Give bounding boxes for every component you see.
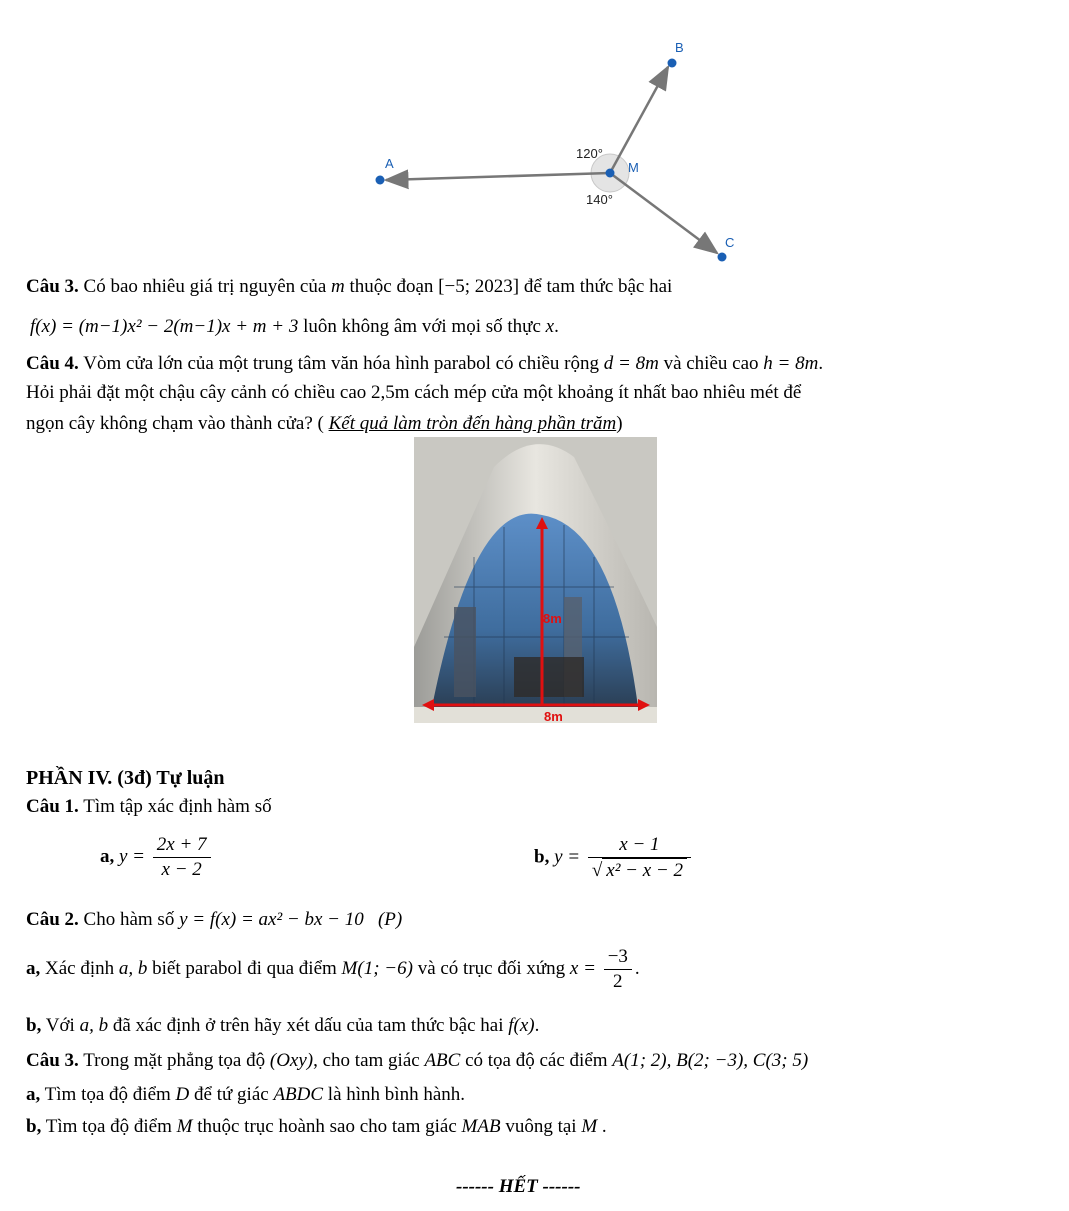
point-m [606,169,615,178]
c1b-y: y = [554,846,581,868]
c3-label: Câu 3. [26,1050,79,1071]
q4-h-eq: h = 8m [763,353,819,374]
q3-formula: f(x) = (m−1)x² − 2(m−1)x + m + 3 [30,316,299,337]
c3b-m2: M [581,1116,598,1137]
c1b-radicand: x² − x − 2 [602,858,687,883]
angle-label-120: 120° [576,146,603,161]
q4-line3-normal: ngọn cây không chạm vào thành cửa? ( [26,413,324,434]
c2b-label: b, [26,1015,42,1036]
q4-line3-italic: Kết quả làm tròn đến hàng phần trăm [328,413,617,434]
c2a-denominator: 2 [613,971,623,992]
q3-label: Câu 3. [26,276,79,297]
c3b-line [26,1114,607,1140]
c1b-fraction [588,833,691,883]
c2b-fx: f(x) [508,1015,535,1036]
label-c: C [725,235,735,250]
q4-line2: Hỏi phải đặt một chậu cây cảnh có chiều cao 2,5m cách mép cửa một khoảng ít nhất bao nhiêu mét để [26,382,802,403]
c1a-y: y = [119,845,146,867]
q4-end: . [818,353,824,374]
c2a-line [26,945,640,994]
angle-label-140: 140° [586,192,613,207]
point-a [376,176,385,185]
c3a-abdc: ABDC [273,1084,324,1105]
q4-line3-close: ) [616,413,623,434]
q3-var-m: m [331,276,345,297]
c1b-denominator: √ x² − x − 2 [588,858,691,883]
c3b-m: M [176,1116,193,1137]
c3b-text2: thuộc trục hoành sao cho tam giác [197,1116,457,1137]
q3-text4: luôn không âm với mọi số thực [303,316,541,337]
c2a-fraction [604,945,632,994]
width-label: 8m [544,709,563,723]
q4-and-height: và chiều cao [663,353,759,374]
end-word: HẾT [498,1176,538,1197]
q3-end: . [554,316,559,337]
c3-text2: , cho tam giác [313,1050,420,1071]
c3b-text1: Tìm tọa độ điểm [45,1116,172,1137]
c3-text3: có tọa độ các điểm [465,1050,608,1071]
c2a-end: . [634,957,640,979]
c2b-text2: đã xác định ở trên hãy xét dấu của tam thức bậc hai [112,1015,504,1036]
c3b-mab: MAB [461,1116,501,1137]
c2b-end: . [534,1015,540,1036]
c1a-fraction [153,833,211,882]
c2a-numerator: −3 [604,945,632,970]
c1a-label: a, [100,845,115,867]
c2a-text2: biết parabol đi qua điểm [152,957,337,979]
end-right: ------ [542,1176,581,1197]
c2-formula: y = f(x) = ax² − bx − 10 (P) [179,909,403,930]
vector-mc [610,173,717,253]
height-label: 8m [543,611,562,626]
c3b-text3: vuông tại [505,1116,577,1137]
end-left: ------ [456,1176,494,1197]
c1-text: Tìm tập xác định hàm số [83,796,272,817]
c2-line [26,907,402,933]
c3a-text1: Tìm tọa độ điểm [44,1084,171,1105]
c2b-text1: Với [45,1015,75,1036]
c2a-ab: a, b [118,957,148,979]
q3-text3: để tam thức bậc hai [523,276,673,297]
c1-label: Câu 1. [26,796,79,817]
c3a-line [26,1082,465,1108]
q4-label: Câu 4. [26,353,79,374]
q4-d-eq: d = 8m [603,353,659,374]
c3-abc: ABC [424,1050,461,1071]
c2b-ab: a, b [79,1015,109,1036]
c1b-numerator: x − 1 [588,833,691,858]
c2a-point: M(1; −6) [341,957,413,979]
part4-title: PHẦN IV. (3đ) Tự luận [26,767,225,789]
c3b-label: b, [26,1116,42,1137]
vector-ma [386,173,610,180]
q4-line3 [26,411,623,437]
q4-line1 [26,351,823,377]
vector-mb [610,67,668,173]
q3-text1: Có bao nhiêu giá trị nguyên của [83,276,327,297]
c2a-label: a, [26,957,41,979]
c2b-line [26,1013,539,1039]
label-b: B [675,40,684,55]
c3a-label: a, [26,1084,41,1105]
c2a-text1: Xác định [45,957,115,979]
c3-line [26,1048,808,1074]
c1a-denominator: x − 2 [161,859,202,880]
c1b [534,833,694,883]
label-m: M [628,160,639,175]
c3a-text2: để tứ giác [194,1084,269,1105]
vector-diagram [360,30,760,270]
q4-line1-text: Vòm cửa lớn của một trung tâm văn hóa hình parabol có chiều rộng [83,353,600,374]
q3-var-x: x [545,316,555,337]
c1a [100,833,214,882]
q3-line1 [26,274,672,300]
c1-line [26,794,272,820]
arch-photo [414,437,657,723]
point-b [668,59,677,68]
q3-line2 [30,314,559,340]
c3-oxy: (Oxy) [269,1050,314,1071]
c2-label: Câu 2. [26,909,79,930]
c3a-text3: là hình bình hành. [327,1084,465,1105]
label-a: A [385,156,394,171]
c1a-numerator: 2x + 7 [153,833,211,858]
c3-points: A(1; 2), B(2; −3), C(3; 5) [612,1050,809,1071]
c3a-d: D [175,1084,190,1105]
c3-text1: Trong mặt phẳng tọa độ [83,1050,266,1071]
c2a-text3: và có trục đối xứng [417,957,566,979]
q3-interval: [−5; 2023] [438,276,520,297]
end-marker [456,1174,581,1200]
point-c [718,253,727,262]
c1b-label: b, [534,846,550,868]
c2a-x: x = [569,957,596,979]
c2-text: Cho hàm số [83,909,175,930]
q3-text2: thuộc đoạn [349,276,434,297]
c3b-end: . [601,1116,607,1137]
